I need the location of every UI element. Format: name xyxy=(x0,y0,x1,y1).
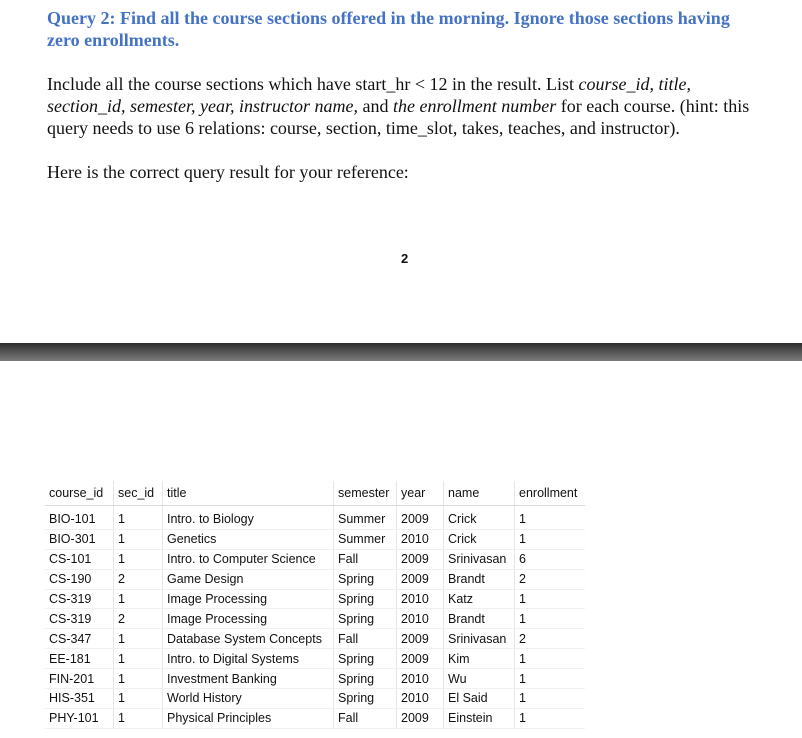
query-heading xyxy=(47,7,777,51)
column-header-year: year xyxy=(397,481,444,506)
cell-course-id: BIO-301 xyxy=(45,529,114,549)
cell-name: Brandt xyxy=(444,609,515,629)
table-row xyxy=(45,529,585,549)
cell-course-id: CS-347 xyxy=(45,629,114,649)
table-row xyxy=(45,649,585,669)
cell-sec-id: 1 xyxy=(114,506,163,530)
cell-enrollment: 2 xyxy=(515,629,586,649)
cell-semester: Fall xyxy=(334,708,397,728)
cell-course-id: CS-319 xyxy=(45,589,114,609)
para-text-2: and xyxy=(357,96,393,116)
cell-title: Intro. to Biology xyxy=(163,506,334,530)
cell-sec-id: 1 xyxy=(114,629,163,649)
cell-semester: Fall xyxy=(334,549,397,569)
cell-semester: Spring xyxy=(334,669,397,689)
para-text-1: Include all the course sections which have start_hr < 12 in the result. List xyxy=(47,74,579,94)
reference-text: Here is the correct query result for your reference: xyxy=(47,162,409,182)
cell-sec-id: 1 xyxy=(114,589,163,609)
heading-line-1: Query 2: Find all the course sections offered in the morning. Ignore those sections having xyxy=(47,8,730,28)
cell-year: 2010 xyxy=(397,689,444,709)
cell-title: Database System Concepts xyxy=(163,629,334,649)
cell-name: Kim xyxy=(444,649,515,669)
cell-enrollment: 1 xyxy=(515,529,586,549)
table-header-row xyxy=(45,481,585,506)
cell-title: Genetics xyxy=(163,529,334,549)
cell-course-id: BIO-101 xyxy=(45,506,114,530)
cell-semester: Summer xyxy=(334,529,397,549)
cell-name: Crick xyxy=(444,506,515,530)
query-result-table xyxy=(45,481,585,729)
cell-name: Katz xyxy=(444,589,515,609)
cell-title: Game Design xyxy=(163,569,334,589)
para-text-3: for each course. (hint: this xyxy=(556,96,750,116)
cell-course-id: HIS-351 xyxy=(45,689,114,709)
cell-title: Intro. to Digital Systems xyxy=(163,649,334,669)
cell-year: 2009 xyxy=(397,649,444,669)
heading-line-2: zero enrollments. xyxy=(47,30,180,50)
cell-enrollment: 6 xyxy=(515,549,586,569)
cell-title: Image Processing xyxy=(163,589,334,609)
cell-year: 2010 xyxy=(397,669,444,689)
cell-sec-id: 1 xyxy=(114,669,163,689)
table-row xyxy=(45,589,585,609)
cell-title: Image Processing xyxy=(163,609,334,629)
cell-semester: Fall xyxy=(334,629,397,649)
table-row xyxy=(45,669,585,689)
cell-enrollment: 1 xyxy=(515,649,586,669)
page-number: 2 xyxy=(401,251,409,266)
table-row xyxy=(45,549,585,569)
cell-enrollment: 1 xyxy=(515,589,586,609)
para-italic-1: course_id, title, xyxy=(578,74,691,94)
cell-name: Wu xyxy=(444,669,515,689)
cell-sec-id: 2 xyxy=(114,609,163,629)
cell-year: 2009 xyxy=(397,708,444,728)
cell-semester: Summer xyxy=(334,506,397,530)
cell-sec-id: 1 xyxy=(114,549,163,569)
cell-course-id: CS-101 xyxy=(45,549,114,569)
table-row xyxy=(45,708,585,728)
table-row xyxy=(45,689,585,709)
column-header-enrollment: enrollment xyxy=(515,481,586,506)
cell-course-id: PHY-101 xyxy=(45,708,114,728)
cell-enrollment: 1 xyxy=(515,506,586,530)
instructions-paragraph xyxy=(47,73,787,139)
cell-enrollment: 1 xyxy=(515,708,586,728)
cell-title: World History xyxy=(163,689,334,709)
cell-year: 2010 xyxy=(397,529,444,549)
cell-sec-id: 1 xyxy=(114,649,163,669)
cell-course-id: CS-319 xyxy=(45,609,114,629)
cell-year: 2009 xyxy=(397,569,444,589)
cell-course-id: EE-181 xyxy=(45,649,114,669)
para-italic-2: section_id, semester, year, instructor name, xyxy=(47,96,358,116)
cell-semester: Spring xyxy=(334,689,397,709)
table-row xyxy=(45,569,585,589)
table-row xyxy=(45,609,585,629)
cell-enrollment: 1 xyxy=(515,669,586,689)
cell-semester: Spring xyxy=(334,589,397,609)
column-header-name: name xyxy=(444,481,515,506)
document-page xyxy=(0,0,802,343)
cell-enrollment: 1 xyxy=(515,689,586,709)
cell-title: Physical Principles xyxy=(163,708,334,728)
cell-enrollment: 1 xyxy=(515,609,586,629)
cell-year: 2009 xyxy=(397,629,444,649)
cell-semester: Spring xyxy=(334,569,397,589)
cell-sec-id: 1 xyxy=(114,689,163,709)
table-row xyxy=(45,506,585,530)
cell-name: Einstein xyxy=(444,708,515,728)
cell-year: 2010 xyxy=(397,589,444,609)
cell-semester: Spring xyxy=(334,609,397,629)
cell-year: 2010 xyxy=(397,609,444,629)
column-header-course-id: course_id xyxy=(45,481,114,506)
cell-name: Brandt xyxy=(444,569,515,589)
table-row xyxy=(45,629,585,649)
cell-year: 2009 xyxy=(397,549,444,569)
para-text-4: query needs to use 6 relations: course, section, time_slot, takes, teaches, and instructor). xyxy=(47,118,680,138)
cell-name: Srinivasan xyxy=(444,629,515,649)
cell-semester: Spring xyxy=(334,649,397,669)
para-italic-3: the enrollment number xyxy=(392,96,557,116)
cell-name: El Said xyxy=(444,689,515,709)
column-header-title: title xyxy=(163,481,334,506)
cell-sec-id: 1 xyxy=(114,708,163,728)
column-header-sec-id: sec_id xyxy=(114,481,163,506)
cell-course-id: CS-190 xyxy=(45,569,114,589)
cell-year: 2009 xyxy=(397,506,444,530)
cell-sec-id: 1 xyxy=(114,529,163,549)
cell-sec-id: 2 xyxy=(114,569,163,589)
table-body xyxy=(45,506,585,729)
page-divider xyxy=(0,343,802,361)
cell-name: Crick xyxy=(444,529,515,549)
cell-course-id: FIN-201 xyxy=(45,669,114,689)
cell-title: Investment Banking xyxy=(163,669,334,689)
column-header-semester: semester xyxy=(334,481,397,506)
cell-enrollment: 2 xyxy=(515,569,586,589)
cell-title: Intro. to Computer Science xyxy=(163,549,334,569)
cell-name: Srinivasan xyxy=(444,549,515,569)
